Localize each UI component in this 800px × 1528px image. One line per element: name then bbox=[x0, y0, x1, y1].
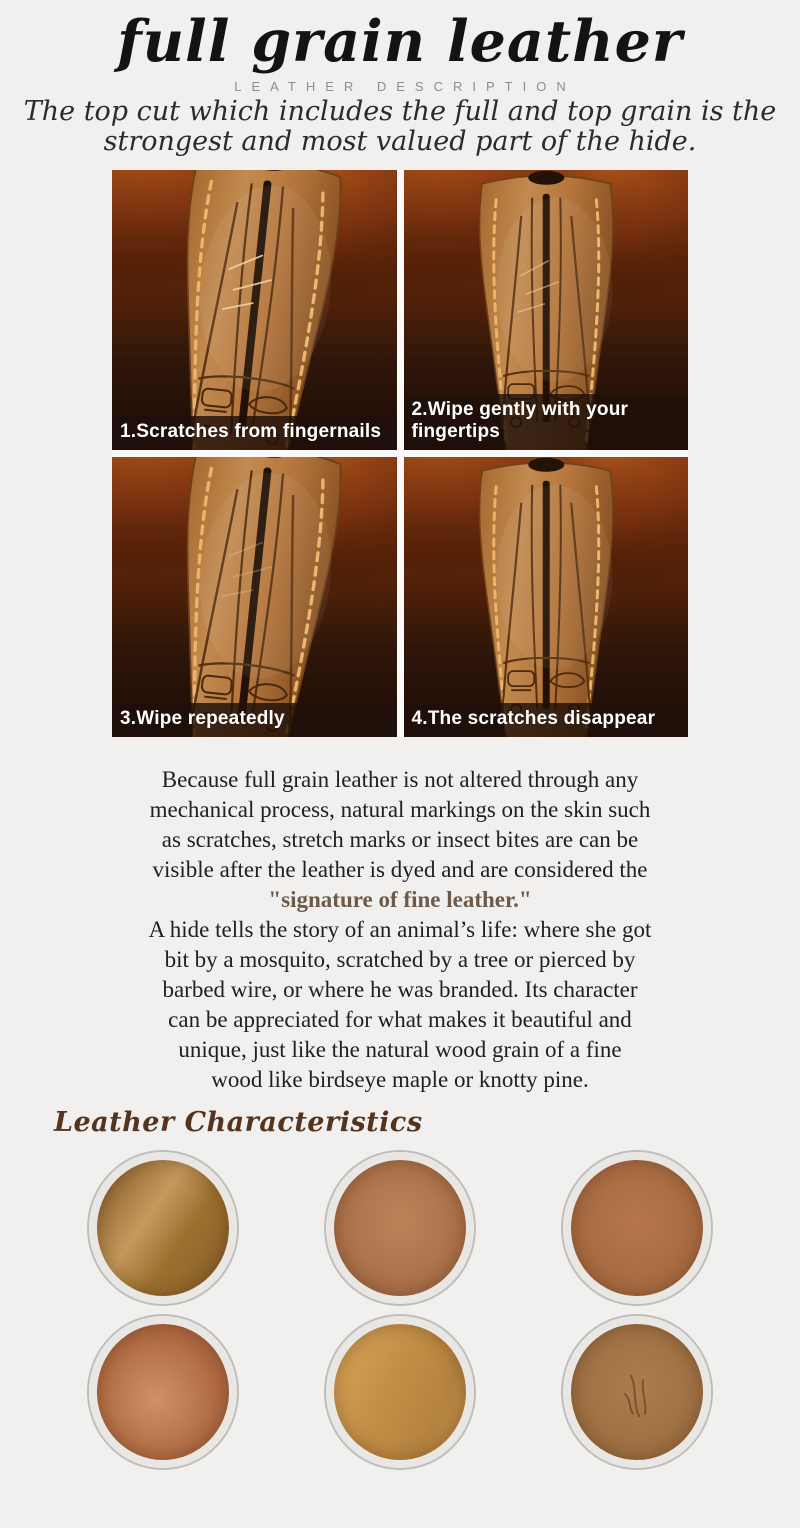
step-caption-1: 1.Scratches from fingernails bbox=[112, 416, 397, 450]
key-fob-photo-clean bbox=[404, 457, 689, 737]
step-caption-4: 4.The scratches disappear bbox=[404, 703, 689, 737]
step-caption-3: 3.Wipe repeatedly bbox=[112, 703, 397, 737]
paragraph1-line-2: mechanical process, natural markings on the skin such bbox=[149, 797, 651, 822]
paragraph2-line-5: unique, just like the natural wood grain of a fine bbox=[178, 1037, 622, 1062]
paragraph-hide-story bbox=[70, 915, 730, 1095]
leather-swatch-2 bbox=[326, 1152, 474, 1304]
tagline-line-2: strongest and most valued part of the hide. bbox=[103, 126, 697, 157]
leather-swatch-6 bbox=[563, 1316, 711, 1468]
paragraph2-line-2: bit by a mosquito, scratched by a tree or pierced by bbox=[164, 947, 636, 972]
page-title: full grain leather bbox=[117, 8, 683, 75]
step-caption-2: 2.Wipe gently with your fingertips bbox=[404, 394, 689, 450]
paragraph1-line-4: visible after the leather is dyed and are considered the bbox=[152, 857, 648, 882]
characteristics-heading: Leather Characteristics bbox=[54, 1107, 423, 1138]
leather-swatch-3 bbox=[563, 1152, 711, 1304]
key-fob-photo-wiped bbox=[112, 457, 397, 737]
scratch-marks-icon bbox=[571, 1324, 703, 1460]
swatch-row-2 bbox=[89, 1316, 711, 1468]
swatch-row-1 bbox=[89, 1152, 711, 1304]
leather-swatch-1 bbox=[89, 1152, 237, 1304]
key-fob-photo-scratched bbox=[112, 170, 397, 450]
step-photo-4 bbox=[404, 457, 689, 737]
step-photo-1 bbox=[112, 170, 397, 450]
page-subtitle: LEATHER DESCRIPTION bbox=[234, 79, 576, 94]
care-steps-grid bbox=[112, 170, 688, 737]
signature-highlight: "signature of fine leather." bbox=[268, 887, 532, 912]
paragraph2-line-6: wood like birdseye maple or knotty pine. bbox=[211, 1067, 589, 1092]
step-photo-3 bbox=[112, 457, 397, 737]
paragraph-full-grain bbox=[70, 765, 730, 915]
leather-swatch-4 bbox=[89, 1316, 237, 1468]
paragraph2-line-1: A hide tells the story of an animal’s life: where she got bbox=[148, 917, 652, 942]
leather-swatch-5 bbox=[326, 1316, 474, 1468]
paragraph1-line-1: Because full grain leather is not altered through any bbox=[161, 767, 639, 792]
header bbox=[0, 0, 800, 157]
tagline bbox=[0, 97, 800, 157]
paragraph2-line-3: barbed wire, or where he was branded. Its character bbox=[162, 977, 638, 1002]
paragraph1-line-3: as scratches, stretch marks or insect bites are can be bbox=[161, 827, 639, 852]
tagline-line-1: The top cut which includes the full and top grain is the bbox=[23, 96, 777, 127]
step-photo-2 bbox=[404, 170, 689, 450]
paragraph2-line-4: can be appreciated for what makes it beautiful and bbox=[168, 1007, 632, 1032]
